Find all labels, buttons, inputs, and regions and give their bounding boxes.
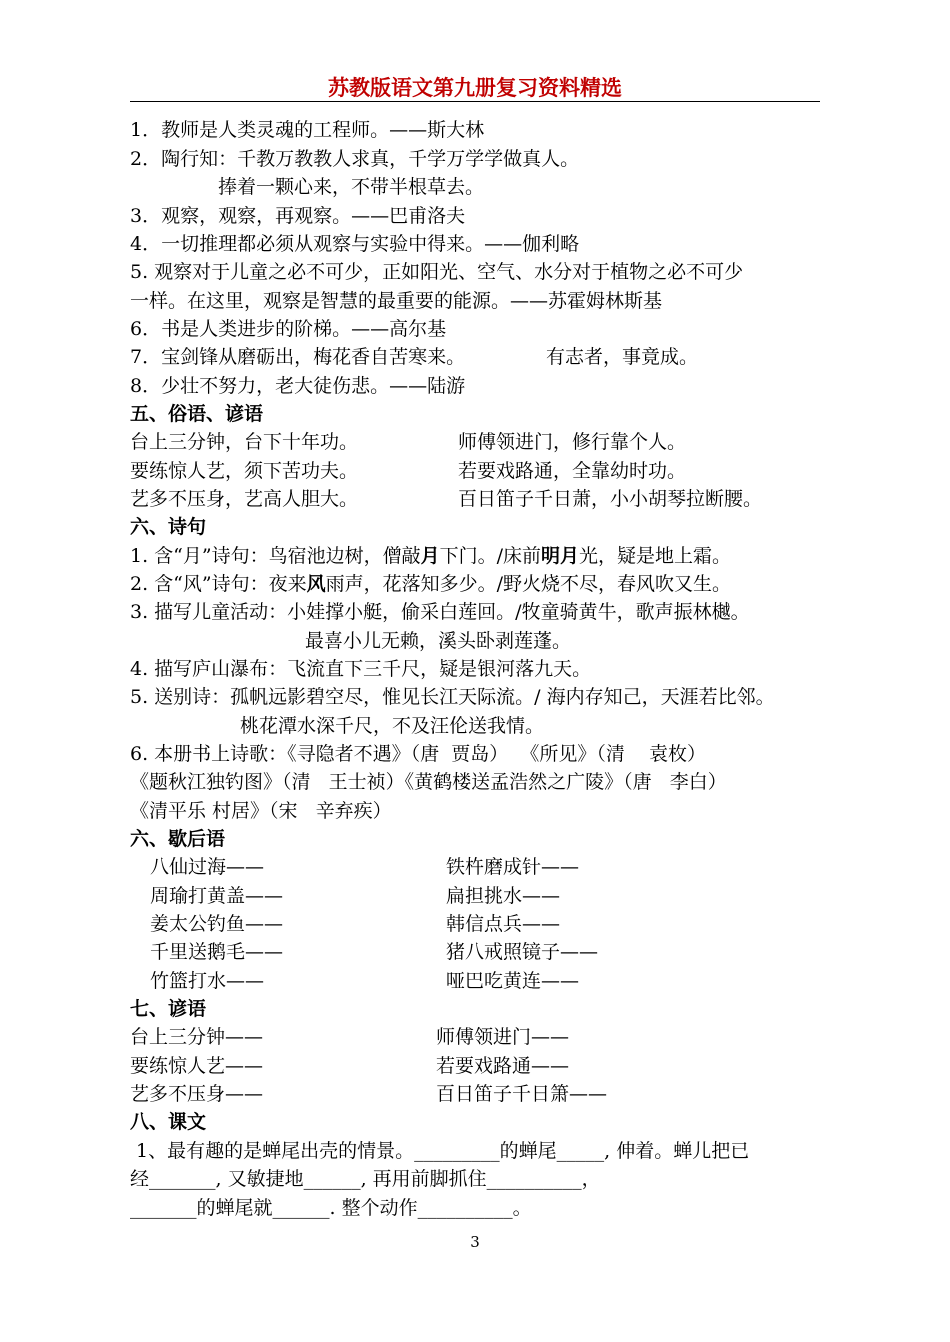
poem-line <box>130 543 731 569</box>
poem-bold: 月 <box>420 545 440 567</box>
xhy-right: 猪八戒照镜子—— <box>446 941 599 963</box>
poem-line: 6. 本册书上诗歌：《寻隐者不遇》（唐 贾岛） 《所见》（清 袁枚） <box>130 743 706 765</box>
quote-line: 有志者，事竟成。 <box>546 346 699 368</box>
text-fill-line: _______的蝉尾就______. 整个动作__________。 <box>130 1197 532 1219</box>
quote-line: 8．少壮不努力，老大徒伤悲。——陆游 <box>130 375 466 397</box>
proverb-right: 若要戏路通—— <box>436 1055 570 1077</box>
quote-line: 2．陶行知：千教万教教人求真，千学万学学做真人。 <box>130 148 580 170</box>
quote-line: 1．教师是人类灵魂的工程师。——斯大林 <box>130 119 485 141</box>
poem-bold: 风 <box>306 573 326 595</box>
poem-line: 4. 描写庐山瀑布：飞流直下三千尺，疑是银河落九天。 <box>130 658 592 680</box>
xhy-left: 千里送鹅毛—— <box>150 941 284 963</box>
section-heading: 七、谚语 <box>130 998 207 1020</box>
proverb-right: 师傅领进门—— <box>436 1026 570 1048</box>
saying-left: 艺多不压身，艺高人胆大。 <box>130 488 359 510</box>
quote-line: 3．观察，观察，再观察。——巴甫洛夫 <box>130 205 466 227</box>
section-heading: 六、诗句 <box>130 516 207 538</box>
page-header-title: 苏教版语文第九册复习资料精选 <box>328 76 622 100</box>
xhy-right: 铁杵磨成针—— <box>446 856 580 878</box>
proverb-right: 百日笛子千日箫—— <box>436 1083 608 1105</box>
saying-left: 台上三分钟，台下十年功。 <box>130 431 359 453</box>
quote-line: 4．一切推理都必须从观察与实验中得来。——伽利略 <box>130 233 580 255</box>
text-fill-line: 经_______, 又敏捷地______, 再用前脚抓住__________， <box>130 1168 601 1190</box>
quote-line: 7．宝剑锋从磨砺出，梅花香自苦寒来。 <box>130 346 466 368</box>
poem-text: 雨声，花落知多少。/野火烧不尽，春风吹又生。 <box>325 573 732 595</box>
poem-text: 1. 含“月”诗句：鸟宿池边树，僧敲 <box>130 545 421 567</box>
saying-left: 要练惊人艺，须下苦功夫。 <box>130 460 359 482</box>
saying-right: 若要戏路通，全靠幼时功。 <box>458 460 687 482</box>
poem-bold: 明月 <box>541 545 580 567</box>
quote-line: 一样。在这里，观察是智慧的最重要的能源。——苏霍姆林斯基 <box>130 290 663 312</box>
poem-text: 2. 含“风”诗句：夜来 <box>130 573 307 595</box>
quote-line: 6．书是人类进步的阶梯。——高尔基 <box>130 318 447 340</box>
xhy-right: 哑巴吃黄连—— <box>446 970 580 992</box>
quote-line: 捧着一颗心来，不带半根草去。 <box>218 176 485 198</box>
text-fill-line: 1、最有趣的是蝉尾出壳的情景。_________的蝉尾_____, 伸着。蝉儿把已 <box>130 1140 750 1162</box>
poem-line <box>130 571 731 597</box>
poem-line: 《清平乐 村居》（宋 辛弃疾） <box>130 800 392 822</box>
poem-line: 《题秋江独钓图》（清 王士祯）《黄鹤楼送孟浩然之广陵》（唐 李白） <box>130 771 727 793</box>
proverb-left: 艺多不压身—— <box>130 1083 264 1105</box>
quote-line: 5. 观察对于儿童之必不可少，正如阳光、空气、水分对于植物之必不可少 <box>130 261 744 283</box>
saying-right: 师傅领进门，修行靠个人。 <box>458 431 687 453</box>
poem-line: 3. 描写儿童活动：小娃撑小艇，偷采白莲回。/牧童骑黄牛，歌声振林樾。 <box>130 601 750 623</box>
saying-right: 百日笛子千日萧，小小胡琴拉断腰。 <box>458 488 763 510</box>
section-heading: 八、课文 <box>130 1111 207 1133</box>
poem-text: 光，疑是地上霜。 <box>579 545 732 567</box>
section-heading: 五、俗语、谚语 <box>130 403 264 425</box>
xhy-right: 扁担挑水—— <box>446 885 561 907</box>
poem-text: 下门。/床前 <box>439 545 542 567</box>
proverb-left: 台上三分钟—— <box>130 1026 264 1048</box>
page-number: 3 <box>470 1233 480 1251</box>
xhy-right: 韩信点兵—— <box>446 913 561 935</box>
header-rule <box>130 101 820 102</box>
section-heading: 六、歇后语 <box>130 828 226 850</box>
xhy-left: 八仙过海—— <box>150 856 265 878</box>
proverb-left: 要练惊人艺—— <box>130 1055 264 1077</box>
xhy-left: 竹篮打水—— <box>150 970 265 992</box>
xhy-left: 周瑜打黄盖—— <box>150 885 284 907</box>
xhy-left: 姜太公钓鱼—— <box>150 913 284 935</box>
poem-line: 5. 送别诗：孤帆远影碧空尽，惟见长江天际流。/ 海内存知己，天涯若比邻。 <box>130 686 775 708</box>
poem-line: 最喜小儿无赖，溪头卧剥莲蓬。 <box>305 630 572 652</box>
poem-line: 桃花潭水深千尺，不及汪伦送我情。 <box>240 715 545 737</box>
